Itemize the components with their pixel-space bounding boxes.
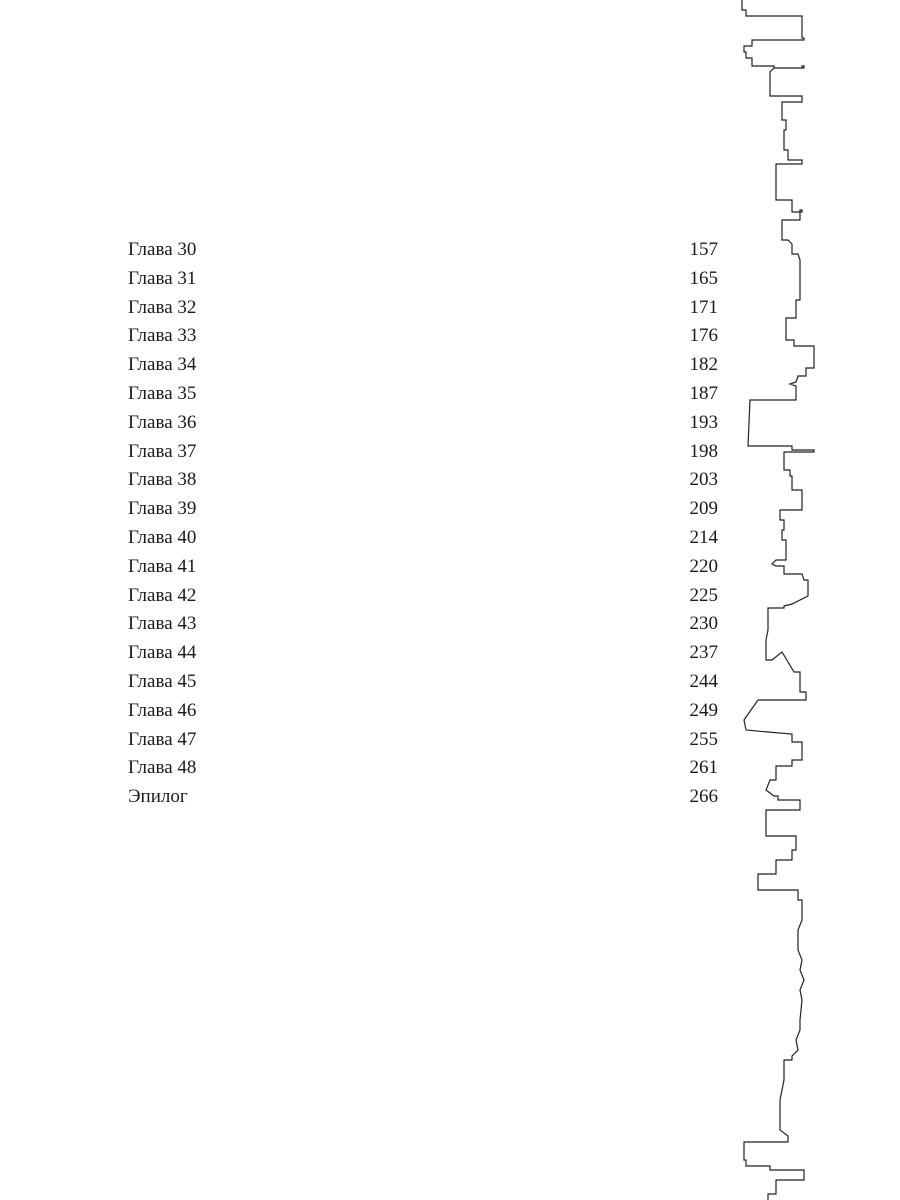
toc-entry-page: 266 — [689, 786, 718, 808]
toc-entry — [128, 380, 718, 409]
toc-entry — [128, 754, 718, 783]
toc-entry-title: Глава 35 — [128, 382, 197, 404]
toc-entry-page: 157 — [689, 239, 718, 260]
toc-entry-title: Глава 44 — [128, 642, 197, 664]
city-skyline-outline-icon — [730, 0, 830, 1200]
toc-entry-title: Глава 31 — [128, 267, 197, 289]
toc-entry — [128, 783, 718, 812]
toc-entry — [128, 582, 718, 611]
toc-entry-page: 220 — [689, 555, 718, 577]
toc-entry — [128, 495, 718, 524]
toc-entry — [128, 409, 718, 438]
toc-entry — [128, 322, 718, 351]
toc-entry — [128, 524, 718, 553]
toc-entry-title: Глава 34 — [128, 354, 197, 376]
toc-entry-page: 209 — [689, 498, 718, 520]
toc-entry-title: Глава 46 — [128, 699, 197, 721]
toc-entry-page: 171 — [689, 296, 718, 318]
toc-entry — [128, 639, 718, 668]
table-of-contents — [128, 236, 718, 812]
toc-entry — [128, 553, 718, 582]
toc-entry-page: 165 — [689, 267, 718, 289]
toc-entry-page: 244 — [689, 670, 718, 692]
toc-entry-title: Глава 32 — [128, 296, 197, 318]
toc-entry-page: 261 — [689, 757, 718, 779]
toc-entry-title: Глава 40 — [128, 526, 197, 548]
toc-entry-page: 230 — [689, 613, 718, 635]
toc-entry — [128, 438, 718, 467]
toc-entry-page: 225 — [689, 584, 718, 606]
toc-entry-title: Глава 39 — [128, 498, 197, 520]
toc-entry-page: 198 — [689, 440, 718, 462]
toc-entry-title: Глава 38 — [128, 469, 197, 491]
toc-entry-page: 182 — [689, 354, 718, 376]
toc-entry-page: 193 — [689, 411, 718, 433]
toc-entry-page: 237 — [689, 642, 718, 664]
toc-entry-title: Глава 47 — [128, 728, 197, 750]
toc-entry — [128, 294, 718, 323]
toc-entry-title: Глава 33 — [128, 325, 197, 347]
toc-entry — [128, 351, 718, 380]
toc-entry-page: 255 — [689, 728, 718, 750]
toc-entry-title: Глава 48 — [128, 757, 197, 779]
toc-entry-title: Глава 37 — [128, 440, 197, 462]
toc-entry-page: 176 — [689, 325, 718, 347]
toc-entry-page: 249 — [689, 699, 718, 721]
toc-entry-title: Эпилог — [128, 786, 188, 808]
toc-entry-title: Глава 36 — [128, 411, 197, 433]
toc-entry — [128, 466, 718, 495]
toc-entry-page: 187 — [689, 382, 718, 404]
toc-entry — [128, 265, 718, 294]
toc-entry-page: 203 — [689, 469, 718, 491]
toc-entry — [128, 610, 718, 639]
toc-entry-title: Глава 45 — [128, 670, 197, 692]
toc-entry — [128, 697, 718, 726]
toc-entry-title: Глава 42 — [128, 584, 197, 606]
toc-entry — [128, 236, 718, 265]
toc-entry-page: 214 — [689, 526, 718, 548]
toc-entry — [128, 668, 718, 697]
toc-entry-title: Глава 41 — [128, 555, 197, 577]
toc-entry-title: Глава 30 — [128, 239, 197, 260]
toc-entry — [128, 726, 718, 755]
toc-entry-title: Глава 43 — [128, 613, 197, 635]
